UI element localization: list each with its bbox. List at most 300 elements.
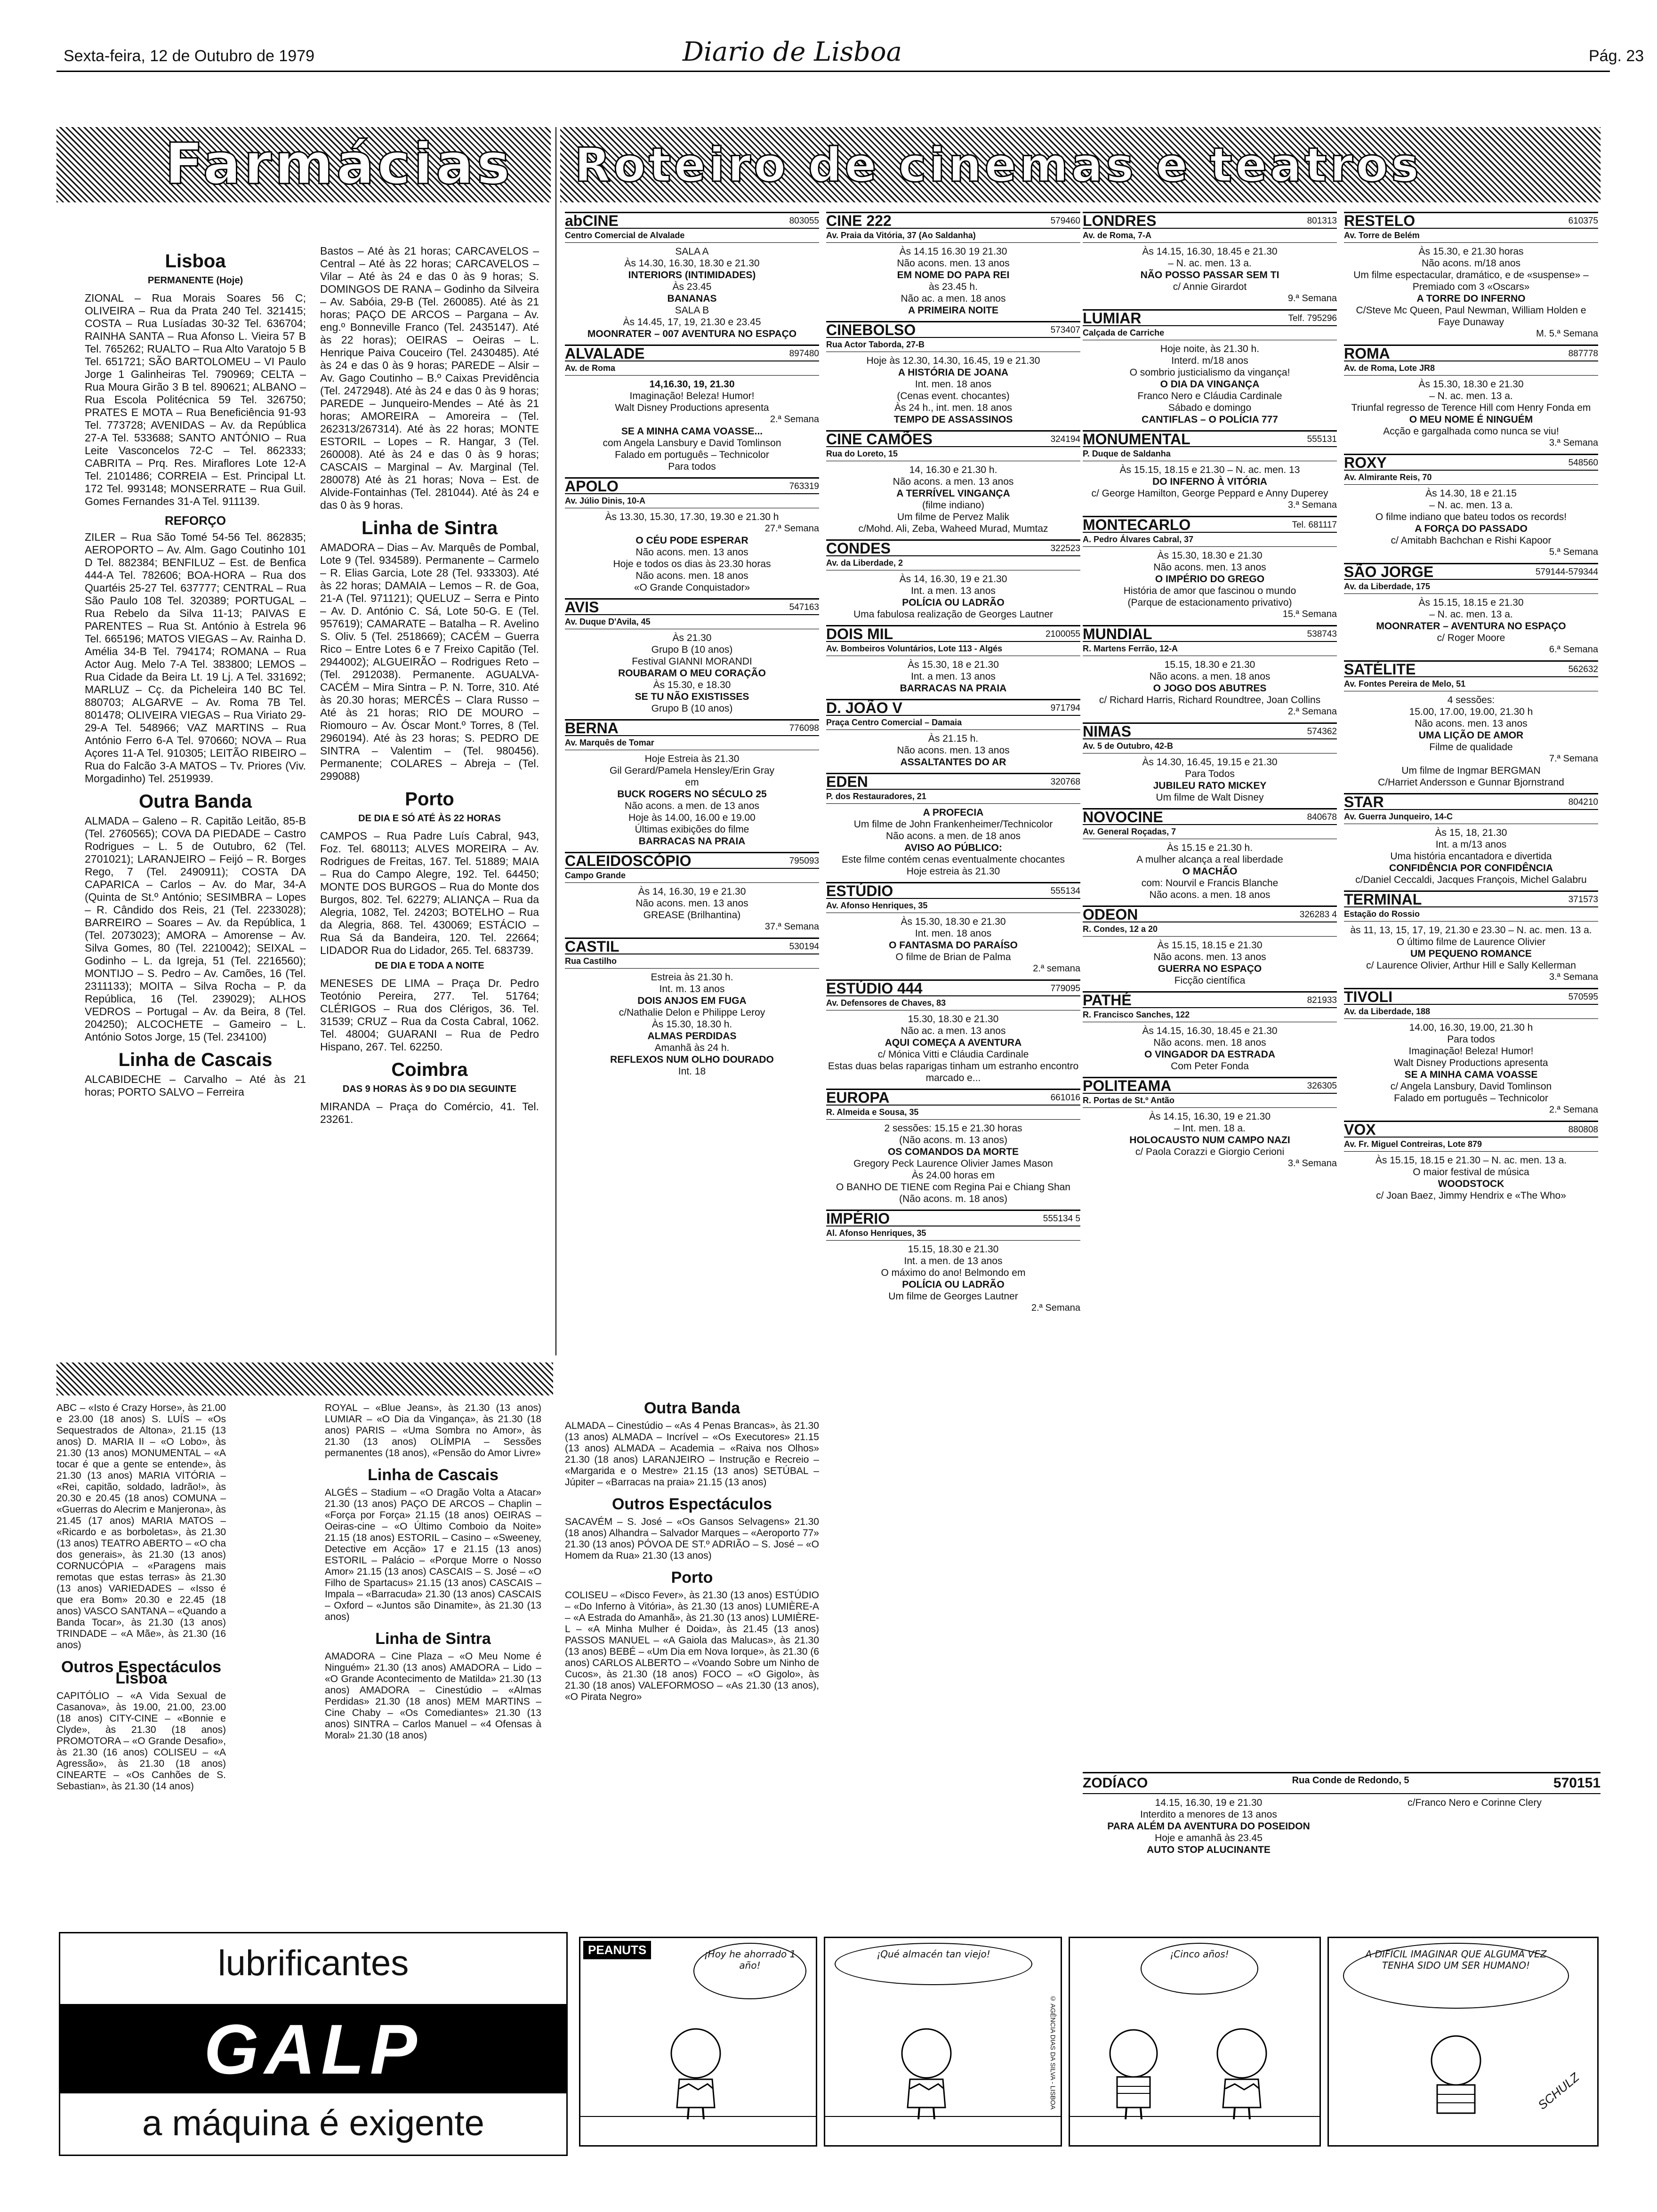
- cinema-line: c/Nathalie Delon e Philippe Leroy: [619, 1007, 765, 1018]
- permanente-label: PERMANENTE (Hoje): [147, 275, 243, 286]
- cinema-line: UMA LIÇÃO DE AMOR: [1418, 730, 1524, 741]
- cinema-phone: 548560: [1568, 458, 1598, 468]
- cinema-line: Int. a men. 13 anos: [911, 671, 996, 682]
- cinema-line: Imaginação! Beleza! Humor!: [629, 391, 755, 401]
- cinema-line: Filme de qualidade: [1429, 742, 1513, 753]
- comic-panel-1: [579, 1937, 817, 2147]
- cinema-line: 7.ª Semana: [1549, 753, 1598, 764]
- cinema-line: 4 sessões:: [1447, 695, 1495, 705]
- cinema-line: Às 23.45: [672, 281, 712, 292]
- cascais-heading: Linha de Cascais: [118, 1050, 273, 1070]
- cinema-name: RESTELO: [1344, 212, 1416, 229]
- cascais-list-cont: Bastos – Até às 21 horas; CARCAVELOS – Central – Até às 22 horas; CARCAVELOS – Vilar – Até às 24 e das 0 às 9 horas; S. DOMINGOS DE RANA – Godinho da Silveira – Av. Sabóia, 29-B (Tel. 260085). Até às 21 horas; PAÇO DE ARCOS – Pargana – Av. eng.º Bonneville Franco (Tel. 2435147). Até às 22 horas); OEIRAS – Oeiras – L. Henrique Paiva Couceiro (Tel. 2430485). Até às 24 e das 0 às 9 horas; PAREDE – Alsir – Av. Gago Coutinho – B.º Caixas Previdência (Tel. 2472948). Até às 24 e das 0 às 9 horas; PAREDE – Junqueiro-Mendes – Até às 21 horas; AMOREIRA – Amoreira – (Tel. 262313/267314). Até às 22 horas; MONTE ESTORIL – Lopes – R. Hangar, 3 (Tel. 260008). Até às 24 e das 0 às 9 horas; CASCAIS – Marginal – Av. Marginal (Tel. 280078) Até às 21 horas; Nova – Est. de Alvide-Fontainhas (Tel. 281044). Até às 24 e das 0 às 9 horas.: [320, 245, 539, 511]
- cinema-line: Às 14.15, 16.30, 18.45 e 21.30: [1142, 246, 1278, 257]
- cinema-line: 3.ª Semana: [1549, 438, 1598, 448]
- cinema-line: Um filme de Georges Lautner: [888, 1291, 1018, 1302]
- cinema-line: Para todos: [1447, 1034, 1495, 1045]
- cinema-listing-londres: [1083, 212, 1337, 305]
- cinema-address: R. Condes, 12 a 20: [1083, 922, 1337, 937]
- cinema-name: APOLO: [565, 478, 619, 495]
- cinema-line: ROUBARAM O MEU CORAÇÃO: [618, 668, 766, 679]
- cinema-line: com: Nourvil e Francis Blanche: [1141, 878, 1279, 889]
- cinema-line: Walt Disney Productions apresenta: [615, 402, 769, 413]
- cinema-listing-abcine: [565, 212, 819, 340]
- cinema-line: Não acons. men. 13 anos: [635, 898, 748, 909]
- cinema-line: Não acons. men. 13 anos: [897, 258, 1010, 269]
- cinema-address: Av. Praia da Vitória, 37 (Ao Saldanha): [826, 229, 1080, 243]
- cinema-address: Av. General Roçadas, 7: [1083, 825, 1337, 839]
- cinema-address: R. Francisco Sanches, 122: [1083, 1008, 1337, 1022]
- cinema-name: CALEIDOSCÓPIO: [565, 852, 692, 869]
- cinema-line: Às 15.15, 18.15 e 21.30 – N. ac. men. 13: [1119, 465, 1300, 475]
- cinema-phone: 803055: [789, 216, 819, 226]
- cinema-line: 2.ª Semana: [1287, 706, 1337, 717]
- cinema-line: A FORÇA DO PASSADO: [1415, 523, 1528, 534]
- cinema-line: Um filme de John Frankenheimer/Technicolor: [853, 819, 1053, 830]
- cinema-line: A mulher alcança a real liberdade: [1136, 854, 1283, 865]
- cinema-header: [1344, 1122, 1598, 1138]
- cinema-name: LONDRES: [1083, 212, 1157, 229]
- cinema-line: SE TU NÃO EXISTISSES: [635, 691, 749, 702]
- cinema-name: IMPÉRIO: [826, 1210, 890, 1227]
- cinema-name: D. JOÃO V: [826, 699, 902, 716]
- cinema-phone: 324194: [1050, 434, 1080, 444]
- cinema-line: 2.ª Semana: [770, 414, 819, 425]
- cinema-phone: 776098: [789, 723, 819, 733]
- cinema-listing-europa: [826, 1089, 1080, 1205]
- cinema-address: Av. Defensores de Chaves, 83: [826, 996, 1080, 1010]
- cinema-listing-novocine: [1083, 808, 1337, 901]
- cinema-name: MONTECARLO: [1083, 516, 1191, 533]
- cinema-line: Às 14.15 16.30 19 21.30: [899, 246, 1007, 257]
- cinema-line: O CÉU PODE ESPERAR: [635, 535, 748, 546]
- cinema-line: (filme indiano): [922, 500, 984, 511]
- cinema-line: REFLEXOS NUM OLHO DOURADO: [610, 1054, 774, 1065]
- cinema-line: c/ George Hamilton, George Peppard e Anny Duperey: [1091, 488, 1328, 499]
- cinema-line: 3.ª Semana: [1287, 1158, 1337, 1169]
- cinema-address: Av. da Liberdade, 2: [826, 556, 1080, 570]
- cinema-line: AVISO AO PÚBLICO:: [904, 842, 1002, 853]
- cinema-header: [1344, 892, 1598, 907]
- cinema-name: ESTÚDIO 444: [826, 980, 923, 997]
- quarteto-column: [1349, 1797, 1601, 1856]
- cinema-line: Hoje às 14.00, 16.00 e 19.00: [628, 812, 756, 823]
- cinema-line: O MACHÃO: [1182, 866, 1238, 877]
- cinema-name: BERNA: [565, 720, 619, 737]
- cinema-header: [1083, 907, 1337, 922]
- cinema-header: [826, 981, 1080, 996]
- outra-banda-heading: Outra Banda: [138, 791, 252, 812]
- cinema-line: Triunfal regresso de Terence Hill com Henry Fonda em: [1351, 402, 1591, 413]
- cinema-line: SALA A: [675, 246, 709, 257]
- cinema-address: Estação do Rossio: [1344, 907, 1598, 922]
- cinema-listing-vox: [1344, 1121, 1598, 1202]
- cinema-line: (Não acons. m. 18 anos): [899, 1194, 1007, 1204]
- cinema-line: Não acons. a men. 18 anos: [1149, 671, 1271, 682]
- reforco-list: ZILER – Rua São Tomé 54-56 Tel. 862835; AEROPORTO – Av. Alm. Gago Coutinho 101 D Tel. 882384; BENFILUZ – Est. de Benfica 444-A Tel. 782606; BOA-HORA – Rua dos Quartéis 25-27 Tel. 637777; CENTRAL – Rua São Paulo 108 Tel. 320389; PORTUGAL – Rua Rebelo da Silva 11-13; PAIVAS E PARENTES – Rua St. António à Estrela 96 Tel. 665196; MATOS VIEGAS – Av. Rainha D. Amélia 34-B Tel. 794174; ROMANA – Rua Actor Aug. Melo 7-A Tel. 383800; LEMOS – Rua Cidade da Beira Lt. 19 Lj. A Tel. 331692; MARLUZ – Cç. da Picheleira 140 BC Tel. 880703; ALGARVE – Av. Roma 7B Tel. 801478; OLIVEIRA VIEGAS – Rua Viriato 29-29-A Tel. 548966; VAZ MARTINS – Rua António Ferro 6-A Tel. 970660; NOVA – Rua Açores 11-A Tel. 910305; LEITÃO RIBEIRO – Rua do Falcão 3-A MATOS – Tv. Priores (Viv. Morgadinho) Tel. 2519939.: [85, 531, 306, 785]
- cinema-line: O sombrio justicialismo da vingança!: [1129, 367, 1290, 378]
- cinema-line: A PRIMEIRA NOITE: [908, 305, 999, 316]
- cinema-line: POLÍCIA OU LADRÃO: [902, 1279, 1005, 1290]
- cinema-line: PARA ALÉM DA AVENTURA DO POSEIDON: [1107, 1821, 1310, 1832]
- cascais-list: ALCABIDECHE – Carvalho – Até às 21 horas; PORTO SALVO – Ferreira: [85, 1073, 306, 1098]
- cinema-line: 27.ª Semana: [764, 523, 819, 534]
- cinema-line: Um filme de Pervez Malik: [897, 512, 1010, 522]
- cinema-line: Às 15.30, 18.30 h.: [652, 1019, 732, 1030]
- cinema-line: Às 15.30, 18.30 e 21.30: [1418, 379, 1524, 390]
- cinema-address: Centro Comercial de Alvalade: [565, 229, 819, 243]
- cinema-address: Av. Bombeiros Voluntários, Lote 113 - Algés: [826, 642, 1080, 656]
- cinema-line: – N. ac. men. 13 a.: [1168, 258, 1252, 269]
- cinema-line: Um filme de Walt Disney: [1156, 792, 1264, 803]
- header-rule: [56, 71, 1610, 72]
- cinema-listing-roma: [1344, 345, 1598, 449]
- cinema-header: [1344, 455, 1598, 471]
- cinema-line: 2 sessões: 15.15 e 21.30 horas: [884, 1123, 1022, 1134]
- cinema-column-4: [1344, 212, 1598, 1206]
- galp-ad: [59, 1932, 568, 2156]
- cinema-phone: 371573: [1568, 895, 1598, 905]
- cinema-line: O maior festival de música: [1413, 1167, 1529, 1178]
- cinema-line: O filme de Brian de Palma: [895, 952, 1011, 962]
- cinema-line: 15.15, 18.30 e 21.30: [1164, 659, 1255, 670]
- cinema-listing-apolo: [565, 477, 819, 593]
- cinema-name: EUROPA: [826, 1089, 890, 1106]
- cinema-line: Interd. m/18 anos: [1171, 355, 1248, 366]
- page-number: Pág. 23: [1589, 47, 1644, 65]
- cinema-line: c/ Richard Harris, Richard Roundtree, Joan Collins: [1099, 695, 1321, 705]
- cinema-listing-cinebolso: [826, 321, 1080, 425]
- cinema-line: em: [685, 777, 699, 788]
- comic-signature: SCHULZ: [1535, 2070, 1582, 2113]
- cinema-header: [1344, 213, 1598, 229]
- cinema-line: O último filme de Laurence Olivier: [1396, 937, 1546, 947]
- cinemas-banner-title: Roteiro de cinemas e teatros: [574, 137, 1422, 192]
- cinema-listing-s-o-jorge: [1344, 563, 1598, 656]
- cinema-line: 14.15, 16.30, 19 e 21.30: [1155, 1797, 1263, 1808]
- cinema-line: Hoje às 12.30, 14.30, 16.45, 19 e 21.30: [866, 355, 1040, 366]
- cinema-listing-est-dio-444: [826, 979, 1080, 1084]
- cinema-line: Às 14.30, 16.45, 19.15 e 21.30: [1142, 757, 1278, 768]
- cinema-line: – N. ac. men. 13 a.: [1429, 609, 1513, 620]
- cinema-address: Rua Conde de Redondo, 5: [1292, 1775, 1409, 1786]
- cinema-listing-berna: [565, 719, 819, 847]
- cinema-phone: Telf. 795296: [1288, 313, 1337, 323]
- cinema-line: CONFIDÊNCIA POR CONFIDÊNCIA: [1389, 863, 1553, 874]
- cinema-line: – N. ac. men. 13 a.: [1429, 391, 1513, 401]
- cinema-address: P. Duque de Saldanha: [1083, 447, 1337, 461]
- cinema-line: BARRACAS NA PRAIA: [900, 683, 1007, 694]
- cinema-line: O MEU NOME É NINGUÉM: [1409, 414, 1533, 425]
- cinema-listing-montecarlo: [1083, 516, 1337, 620]
- quarteto-listing: [1083, 1772, 1601, 1910]
- cinema-name: PATHÉ: [1083, 992, 1132, 1009]
- cinema-line: 2.ª Semana: [1031, 1303, 1080, 1313]
- cinema-column-2: [826, 212, 1080, 1319]
- charlie-brown-figure: [660, 2028, 731, 2122]
- cinema-header: [1083, 1078, 1337, 1094]
- cinema-line: Hoje estreia às 21.30: [906, 866, 1000, 877]
- cinema-line: Estas duas belas raparigas tinham um estranho encontro marcado e...: [828, 1061, 1079, 1083]
- cinema-line: Int. 18: [678, 1066, 706, 1077]
- cinema-line: C/Harriet Andersson e Gunnar Bjornstrand: [1378, 777, 1564, 788]
- cinema-header: [1083, 809, 1337, 825]
- cinema-line: c/Mohd. Ali, Zeba, Waheed Murad, Mumtaz: [858, 523, 1048, 534]
- cinema-listing-restelo: [1344, 212, 1598, 340]
- permanente-list: ZIONAL – Rua Morais Soares 56 C; OLIVEIRA – Rua da Prata 240 Tel. 321415; COSTA – Rua Lusíadas 30-32 Tel. 636704; RAINHA SANTA – Rua Afonso L. Vieira 57 B Tel. 765262; RUALTO – Rua Alto Varatojo 5 B Tel. 651721; SÃO BARTOLOMEU – VI Paulo Jorge 1 Galinheiras Tel. 790969; CELTA – Rua Moura Girão 3 B tel. 890621; ALBANO – Rua Escola Politécnica 59 Tel. 326750; PRATES E MOTA – Rua Beneficiência 91-93 Tel. 773728; AVENIDAS – Av. da República 27-A Tel. 533688; SANTO ANTÓNIO – Rua Leite Vasconcelos 72-C – Tel. 862333; CABRITA – Prq. Res. Miraflores Lote 12-A Tel. 2101486; CORREIA – Est. Principal Lt. 172 Tel. 993148; MONSERRATE – Rua Guil. Gomes Fernandes 31-A Tel. 911139.: [85, 292, 306, 507]
- cinema-line: Não acons. men. 13 anos: [1153, 952, 1266, 962]
- cinema-line: Int. a m/13 anos: [1435, 839, 1507, 850]
- cinema-line: Não acons. men. 18 anos: [1153, 1037, 1266, 1048]
- cinema-listing-alvalade: [565, 345, 819, 473]
- cinema-header: [826, 700, 1080, 716]
- cinema-name: POLITEAMA: [1083, 1077, 1172, 1094]
- cinema-line: SE A MINHA CAMA VOASSE: [1404, 1069, 1538, 1080]
- cinema-name: NOVOCINE: [1083, 809, 1163, 825]
- cinema-line: Às 15, 18, 21.30: [1435, 827, 1507, 838]
- cinema-line: Às 15.15, 18.15 e 21.30: [1418, 597, 1524, 608]
- charlie-brown-figure-3: [1207, 2028, 1277, 2122]
- cinema-phone: 322523: [1050, 544, 1080, 553]
- cinema-line: 14,16.30, 19, 21.30: [649, 379, 735, 390]
- cinema-line: Estreia às 21.30 h.: [651, 972, 733, 983]
- cinema-line: 15.00, 17.00, 19.00, 21.30 h: [1409, 706, 1533, 717]
- cinema-line: Ficção científica: [1174, 975, 1246, 986]
- cinema-address: Av. Fontes Pereira de Melo, 51: [1344, 677, 1598, 691]
- cinema-phone: 804210: [1568, 797, 1598, 807]
- cinema-address: Calçada de Carriche: [1083, 326, 1337, 340]
- cinema-name: TIVOLI: [1344, 988, 1393, 1005]
- cinema-line: Interdito a menores de 13 anos: [1140, 1809, 1277, 1820]
- comic-bubble-1: ¡Hoy he ahorrado 1 año!: [693, 1943, 806, 1999]
- cinema-line: MOONRATER – 007 AVENTURA NO ESPAÇO: [587, 329, 797, 339]
- cinema-listing-cine-222: [826, 212, 1080, 316]
- cinema-listing-nimas: [1083, 722, 1337, 803]
- cinema-line: 3.ª Semana: [1549, 972, 1598, 982]
- cinema-line: SE A MINHA CAMA VOASSE...: [621, 426, 763, 437]
- cinema-line: Festival GIANNI MORANDI: [632, 656, 752, 667]
- cinema-line: 14, 16.30 e 21.30 h.: [909, 465, 997, 475]
- reforco-heading: REFORÇO: [165, 513, 226, 528]
- cinema-header: [565, 213, 819, 229]
- cinema-line: 15.15, 18.30 e 21.30: [908, 1244, 999, 1255]
- cinema-address: Av. Júlio Dinis, 10-A: [565, 494, 819, 508]
- porto-list-2: MENESES DE LIMA – Praça Dr. Pedro Teotónio Pereira, 277. Tel. 51764; CLÉRIGOS – Rua dos Clérigos, 36. Tel. 31539; CRUZ – Rua da Costa Cabral, 1062. Tel. 48004; GUARANI – Rua de Pedro Hispano, 267. Tel. 62250.: [320, 977, 539, 1053]
- cinema-line: Para todos: [668, 461, 716, 472]
- cinema-line: c/ Angela Lansbury, David Tomlinson: [1390, 1081, 1552, 1092]
- cinema-line: Às 14.15, 16.30, 18.45 e 21.30: [1142, 1026, 1278, 1036]
- comic-bubble-2: ¡Qué almacén tan viejo!: [835, 1943, 1032, 1985]
- comic-panel-3: [1069, 1937, 1321, 2147]
- cinema-name: SATÉLITE: [1344, 661, 1416, 678]
- cinema-line: Não acons. a men. de 13 anos: [624, 801, 760, 811]
- cinema-line: Não ac. a men. 13 anos: [901, 1026, 1006, 1036]
- cinema-listing-sat-lite: [1344, 660, 1598, 788]
- cinema-name: ODEON: [1083, 906, 1138, 923]
- cinema-line: MOONRATER – AVENTURA NO ESPAÇO: [1376, 621, 1566, 632]
- cinema-line: Sábado e domingo: [1168, 402, 1252, 413]
- cinema-line: JUBILEU RATO MICKEY: [1153, 780, 1267, 791]
- farmacias-banner: [56, 127, 551, 202]
- cinema-header: [826, 883, 1080, 899]
- cinema-header: [1083, 311, 1337, 326]
- teatros-lisboa-list: ABC – «Isto é Crazy Horse», às 21.00 e 23.00 (18 anos) S. LUÍS – «Os Sequestrados de Altona», 21.15 (13 anos) D. MARIA II – «O Lobo», às 21.30 (13 anos) MONUMENTAL – «A tocar é que a gente se entende», às 21.30 (13 anos) MARIA VITÓRIA – «Rei, capitão, soldado, ladrão!», às 20.30 e 20.45 (18 anos) COMUNA – «Guerras do Alecrim e Manjerona», às 21.45 (17 anos) MARIA MATOS – «Ricardo e as borboletas», às 21.30 (13 anos) TEATRO ABERTO – «O cha dos generais», às 21.30 (13 anos) CORNUCÓPIA – «Paragens mais remotas que estas terras» às 21.30 (13 anos) VARIEDADES – «Isso é que era Bom» 20.30 e 22.45 (18 anos) VASCO SANTANA – «Quando a Banda Tocar», às 21.30 (13 anos) TRINDADE – «A Mãe», às 21.30 (16 anos): [56, 1403, 226, 1651]
- cinema-line: Walt Disney Productions apresenta: [1394, 1058, 1548, 1068]
- cinema-phone: 562632: [1568, 665, 1598, 674]
- cinema-line: Gil Gerard/Pamela Hensley/Erin Gray: [609, 765, 775, 776]
- cinema-phone: 840678: [1307, 812, 1337, 822]
- cinema-address: Av. de Roma, 7-A: [1083, 229, 1337, 243]
- cinema-phone: 320768: [1050, 777, 1080, 787]
- cinema-line: Às 14.30, 16.30, 18.30 e 21.30: [624, 258, 760, 269]
- cinema-line: Às 15.30, 18 e 21.30: [908, 659, 999, 670]
- cinema-column-1: [565, 212, 819, 1082]
- masthead-title: Diario de Lisboa: [683, 37, 902, 67]
- cinema-listing-eden: [826, 773, 1080, 877]
- lower-outros-list: SACAVÉM – S. José – «Os Gansos Selvagens» 21.30 (18 anos) Alhandra – Salvador Marques – «Aeroporto 77» 21.30 (13 anos) PÓVOA DE ST.º ADRIÃO – S. José – «O Homem da Rua» 21.30 (13 anos): [565, 1516, 819, 1561]
- cinema-line: HOLOCAUSTO NUM CAMPO NAZI: [1129, 1135, 1290, 1146]
- cinema-line: c/ Amitabh Bachchan e Rishi Kapoor: [1391, 535, 1552, 546]
- cinema-line: Int. a men. de 13 anos: [904, 1256, 1003, 1266]
- cinema-address: Av. da Liberdade, 188: [1344, 1005, 1598, 1019]
- porto-heading: Porto: [405, 789, 454, 809]
- cinema-line: GREASE (Brilhantina): [643, 910, 741, 921]
- cinema-line: AUTO STOP ALUCINANTE: [1147, 1844, 1271, 1855]
- cinema-header: [1083, 724, 1337, 739]
- cinema-line: AQUI COMEÇA A AVENTURA: [885, 1037, 1022, 1048]
- cinema-name: STAR: [1344, 793, 1384, 810]
- cinema-line: Às 15.30, e 18.30: [653, 680, 731, 690]
- lower-outros-heading: Outros Espectáculos: [611, 1495, 772, 1513]
- cinema-line: c/Daniel Ceccaldi, Jacques François, Michel Galabru: [1355, 874, 1587, 885]
- cinema-line: Não acons. men. 18 anos: [635, 570, 748, 581]
- lower-cascais-list: ALGÉS – Stadium – «O Dragão Volta a Atacar» 21.30 (13 anos) PAÇO DE ARCOS – Chaplin – «Força por Força» 21.15 (18 anos) OEIRAS – Oeiras-cine – «O Último Comboio da Noite» 21.15 (18 anos) ESTORIL – Casino – «Sweeney, Detective em Acção» 17 e 21.15 (13 anos) ESTORIL – Palácio – «Porque Morre o Nosso Amor» 21.15 (13 anos) CASCAIS – S. José – «O Filho de Spartacus» 21.15 (13 anos) CASCAIS – Impala – «Barracuda» 21.30 (13 anos) CASCAIS – Oxford – «Juntos são Dinamite», às 21.30 (13 anos): [325, 1487, 541, 1622]
- cinema-header: [1083, 517, 1337, 533]
- cinema-phone: 763319: [789, 481, 819, 491]
- cinema-listing-condes: [826, 539, 1080, 620]
- cinema-listing-est-dio: [826, 882, 1080, 975]
- cinema-listing-dois-mil: [826, 625, 1080, 694]
- cinema-line: A TERRÍVEL VINGANÇA: [896, 488, 1010, 499]
- lower-outra-banda-heading: Outra Banda: [643, 1399, 740, 1417]
- cinema-line: Franco Nero e Cláudia Cardinale: [1137, 391, 1282, 401]
- cinema-listing-castil: [565, 938, 819, 1077]
- cinema-header: [826, 626, 1080, 642]
- cinema-line: Amanhã às 24 h.: [654, 1042, 730, 1053]
- outros-lisboa-list: CAPITÓLIO – «A Vida Sexual de Casanova», às 19.00, 21.00, 23.00 (18 anos) CITY-CINE – «Bonnie e Clyde», às 21.30 (18 anos) PROMOTORA – «O Grande Desafio», às 21.30 (16 anos) COLISEU – «A Agressão», às 21.30 (18 anos) CINEARTE – «Os Canhões de S. Sebastian», às 21.30 (14 anos): [56, 1691, 226, 1792]
- cinema-line: Falado em português – Technicolor: [1394, 1093, 1548, 1104]
- cinema-line: Às 21.15 h.: [928, 733, 979, 744]
- coimbra-sub: DAS 9 HORAS ÀS 9 DO DIA SEGUINTE: [342, 1084, 517, 1094]
- quarteto-salas: [1083, 1797, 1601, 1856]
- teatros-banner: [56, 1362, 553, 1395]
- cinema-line: O IMPÉRIO DO GREGO: [1155, 574, 1265, 585]
- cinema-line: Às 15.15, 18.15 e 21.30: [1157, 940, 1263, 951]
- cinema-listing-monumental: [1083, 430, 1337, 511]
- cinema-address: Av. Duque D'Avila, 45: [565, 615, 819, 629]
- cinema-phone: 661016: [1050, 1093, 1080, 1103]
- cinema-address: Praça Centro Comercial – Damaia: [826, 716, 1080, 730]
- cinema-listing-path-: [1083, 991, 1337, 1072]
- cinema-line: Não acons. a men. 13 anos: [893, 476, 1014, 487]
- cinema-line: INTERIORS (INTIMIDADES): [628, 270, 756, 281]
- cinema-line: ASSALTANTES DO AR: [900, 757, 1006, 768]
- cinema-name: CINE 222: [826, 212, 892, 229]
- cinema-phone: 326305: [1307, 1081, 1337, 1091]
- cinema-line: – N. ac. men. 13 a.: [1429, 500, 1513, 511]
- cinema-address: Av. Torre de Belém: [1344, 229, 1598, 243]
- cinema-line: às 11, 13, 15, 17, 19, 21.30 e 23.30 – N. ac. men. 13 a.: [1350, 925, 1592, 936]
- cinema-address: P. dos Restauradores, 21: [826, 790, 1080, 804]
- cinema-line: O JOGO DOS ABUTRES: [1153, 683, 1267, 694]
- cinema-line: A PROFECIA: [923, 807, 984, 818]
- cinema-line: A TORRE DO INFERNO: [1416, 293, 1526, 304]
- comic-title: PEANUTS: [583, 1941, 651, 1959]
- cinema-listing-roxy: [1344, 454, 1598, 558]
- cinema-line: O BANHO DE TIENE com Regina Pai e Chiang Shan: [836, 1182, 1070, 1193]
- cinema-line: Uma história encantadora e divertida: [1390, 851, 1552, 862]
- cinema-line: Às 14.15, 16.30, 19 e 21.30: [1149, 1111, 1271, 1122]
- cinema-line: CANTIFLAS – O POLÍCIA 777: [1142, 414, 1278, 425]
- cinema-name: CINE CAMÕES: [826, 431, 933, 448]
- cinema-name: ROMA: [1344, 345, 1390, 362]
- cinema-header: [1083, 626, 1337, 642]
- cinema-phone: 573407: [1050, 325, 1080, 335]
- header-date: Sexta-feira, 12 de Outubro de 1979: [64, 47, 315, 65]
- cinema-header: [1083, 213, 1337, 229]
- cinema-line: 3.ª Semana: [1287, 500, 1337, 510]
- lower-sintra-heading: Linha de Sintra: [375, 1630, 491, 1648]
- cinema-listing-odeon: [1083, 906, 1337, 986]
- cinema-line: O filme indiano que bateu todos os records!: [1375, 512, 1567, 522]
- cinema-line: Não acons. men. 13 anos: [897, 745, 1010, 756]
- cinema-line: Este filme contém cenas eventualmente chocantes: [842, 854, 1065, 865]
- cinema-name: SÃO JORGE: [1344, 563, 1434, 580]
- cinema-line: UM PEQUENO ROMANCE: [1410, 948, 1532, 959]
- cinema-line: Gregory Peck Laurence Olivier James Mason: [853, 1158, 1053, 1169]
- cinema-header: [1083, 993, 1337, 1008]
- teatros-column-3: [565, 1399, 819, 1706]
- cinema-phone: 795093: [789, 856, 819, 866]
- cinemas-banner: [560, 127, 1601, 202]
- cinema-address: R. Martens Ferrão, 12-A: [1083, 642, 1337, 656]
- cinema-line: c/ Laurence Olivier, Arthur Hill e Sally Kellerman: [1366, 960, 1576, 971]
- cinema-line: com Angela Lansbury e David Tomlinson: [603, 438, 781, 449]
- cinema-line: Int. m. 13 anos: [659, 984, 725, 994]
- cinema-line: Não ac. a men. 18 anos: [901, 293, 1006, 304]
- cinema-line: Não acons. men. 13 anos: [1415, 718, 1528, 729]
- porto-list: CAMPOS – Rua Padre Luís Cabral, 943, Foz. Tel. 680113; ALVES MOREIRA – Av. Rodrigues de Freitas, 167. Tel. 51889; MAIA – Rua do Campo Alegre, 192. Tel. 64450; MONTE DOS BURGOS – Rua do Monte dos Burgos, 802. Tel. 62279; ALIANÇA – Rua da Alegria, 1082, Tel. 24203; BOTELHO – Rua da Alegria, 868. Tel. 430069; ESTÁCIO – Rua Sá da Bandeira, 120. Tel. 22664; LIDADOR Rua do Lidador, 265. Tel. 683739.: [320, 830, 539, 956]
- cinema-name: abCINE: [565, 212, 619, 229]
- cinema-name: ESTÚDIO: [826, 882, 893, 899]
- cinema-phone: 880808: [1568, 1125, 1598, 1135]
- cinema-phone: 610375: [1568, 216, 1598, 226]
- outra-banda-list: ALMADA – Galeno – R. Capitão Leitão, 85-B (Tel. 2760565); COVA DA PIEDADE – Castro Rodrigues – L. 5 de Outubro, 62 (Tel. 2701021); LARANJEIRO – Feijó – R. Borges Rego, 7 (Tel. 2490911); COSTA DA CAPARICA – Carlos – Av. do Mar, 34-A (Quinta de St.º António; SESIMBRA – Lopes – R. Cândido dos Reis, 21 (Tel. 2233028); BARREIRO – Soares – Av. da República, 1 (Tel. 2073023); AMORA – Amorense – Av. Silva Gomes, 80 (Tel. 2210042); SEIXAL – Godinho – L. da Igreja, 51 (Tel. 2216560); MONTIJO – S. Pedro – Av. Camões, 16 (Tel. 2311133); MOITA – Silva Rocha – P. da República, 16 (Tel. 239029); ALHOS VEDROS – Portugal – Av. da Beira, 8 (Tel. 204250); ALCOCHETE – Gameiro – L. António Sotos Jorge, 15 (Tel. 234100): [85, 815, 306, 1043]
- cinema-line: O máximo do ano! Belmondo em: [881, 1267, 1026, 1278]
- cinema-line: c/ Paola Corazzi e Giorgio Cerioni: [1135, 1146, 1285, 1157]
- cinema-listing-mundial: [1083, 625, 1337, 718]
- cinema-line: Um filme de Ingmar BERGMAN: [1401, 765, 1541, 776]
- cinema-phone: 779095: [1050, 984, 1080, 994]
- lisboa-heading: Lisboa: [165, 251, 226, 272]
- cinema-name: ROXY: [1344, 454, 1387, 471]
- cinema-address: Al. Afonso Henriques, 35: [826, 1226, 1080, 1241]
- cinema-line: NÃO POSSO PASSAR SEM TI: [1140, 270, 1279, 281]
- cinema-phone: 326283 4: [1299, 910, 1337, 920]
- cinema-line: Às 15.15, 18.15 e 21.30 – N. ac. men. 13 a.: [1375, 1155, 1567, 1166]
- cinema-line: c/ Joan Baez, Jimmy Hendrix e «The Who»: [1376, 1190, 1566, 1201]
- quarteto-header: [1083, 1773, 1601, 1794]
